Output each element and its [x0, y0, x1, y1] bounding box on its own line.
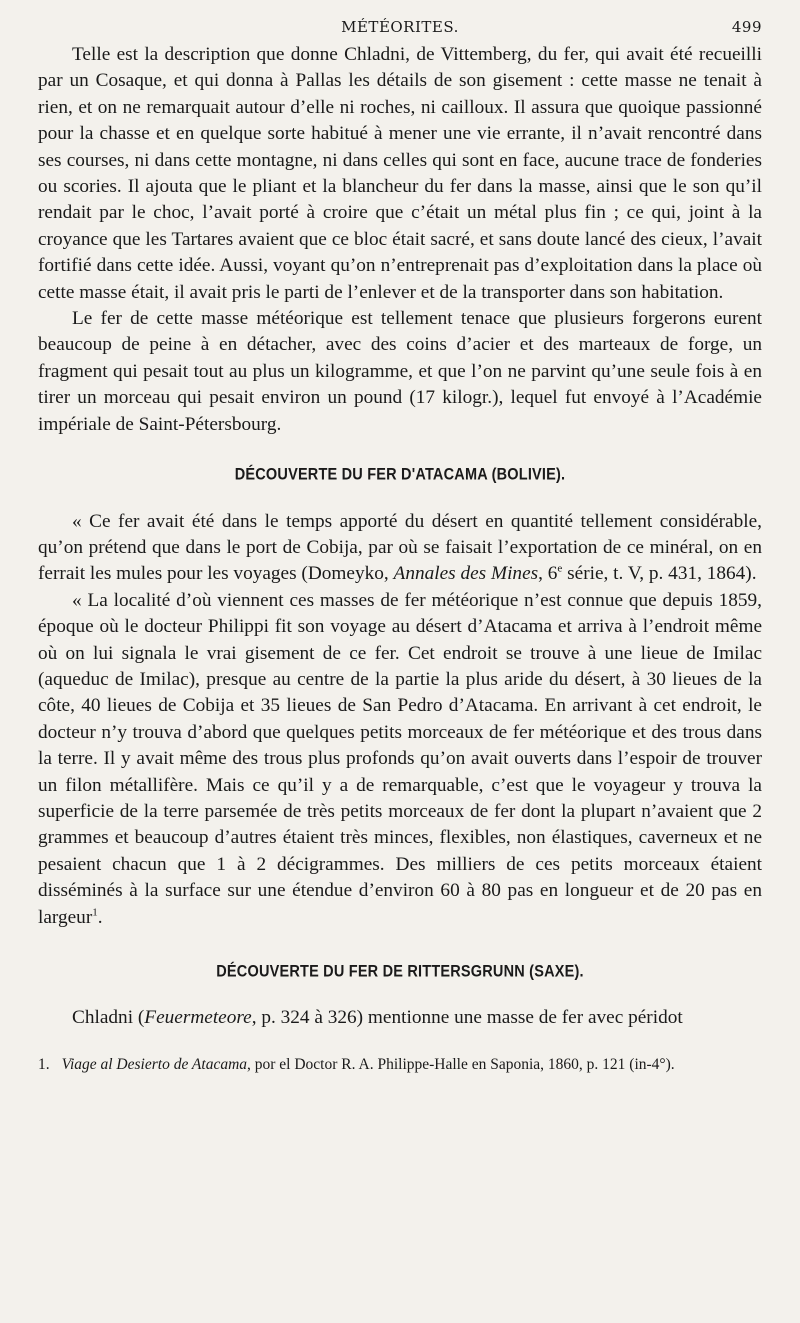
ritter-p1-after: , p. 324 à 326) mentionne une masse de fer avec péridot — [251, 1007, 683, 1029]
footnote-book-title: Viage al Desierto de Atacama — [61, 1055, 248, 1073]
running-head — [38, 18, 762, 42]
atacama-p1-text-mid: , 6 — [538, 563, 558, 585]
paragraph-pallas-description: Telle est la description que donne Chladni, de Vittemberg, du fer, qui avait été recueilli par un Cosaque, et qui donna à Pallas les détails de son gisement : cette masse ne tenait à rien, et on ne remarquait autour d’elle ni roches, ni cailloux. Il assura que quoique passionné pour la chasse et en quelque sorte habitué à mener une vie errante, il n’avait rencontré dans ses courses, ni dans cette montagne, ni dans celles qui sont en face, aucune trace de fonderies ou scories. Il ajouta que le pliant et la blancheur du fer dans la masse, ainsi que le son qu’il rendait par le choc, l’avait porté à croire que c’était un métal plus fin ; ce qui, joint à la croyance que les Tartares avaient que ce bloc était sacré, et sans doute lancé des cieux, l’avait fortifié dans cette idée. Aussi, voyant qu’on n’entreprenait pas d’exploitation dans la place où cette masse était, il avait pris le parti de l’enlever et de la transporter dans son habitation. — [38, 44, 762, 303]
section-heading-rittersgrunn: DÉCOUVERTE DU FER DE RITTERSGRUNN (SAXE). — [216, 962, 584, 982]
footnote-text: , por el Doctor R. A. Philippe-Halle en Saponia, 1860, p. 121 (in-4°). — [247, 1055, 675, 1073]
ritter-p1-before: Chladni ( — [72, 1007, 145, 1029]
atacama-p1-text-before: « Ce fer avait été dans le temps apporté du désert en quantité tellement considérable, qu’on prétend que dans le port de Cobija, par où se faisait l’exportation de ce minéral, on en ferrait les mules pour les voyages (Domeyko, — [38, 510, 762, 585]
page-number: 499 — [731, 18, 762, 36]
footnotes — [38, 1054, 762, 1075]
section-heading-atacama: DÉCOUVERTE DU FER D'ATACAMA (BOLIVIE). — [234, 465, 566, 485]
body-text — [38, 42, 762, 1032]
paragraph-atacama-imilac — [38, 588, 762, 931]
atacama-p1-superscript: e — [557, 562, 563, 575]
footnote-reference[interactable]: 1 — [92, 906, 98, 919]
footnote-1 — [38, 1054, 762, 1075]
atacama-p2-end: . — [97, 906, 103, 928]
atacama-p2-text: « La localité d’où viennent ces masses de fer météorique n’est connue que depuis 1859, époque où le docteur Philippi fit son voyage au désert d’Atacama et arriva à l’endroit même où on lui signala le vrai gisement de ce fer. Cet endroit se trouve à une lieue de Imilac (aqueduc de Imilac), presque au centre de la partie la plus aride du désert, à 30 lieues de la côte, 40 lieues de Cobija et 35 lieues de San Pedro d’Atacama. En arrivant à cet endroit, le docteur n’y trouva d’abord que quelques petits morceaux de fer météorique et des trous dans la terre. Il y avait même des trous plus profonds qu’on avait ouverts dans l’espoir de trouver un filon métallifère. Mais ce qu’il y a de remarquable, c’est que le voyageur y trouva la superficie de la terre parsemée de très petits morceaux de fer dont la plupart n’avaient que 2 grammes et beaucoup d’autres étaient très minces, flexibles, non élastiques, caverneux et ne pesaient chacun que 1 à 2 décigrammes. Des milliers de ces petits morceaux étaient disséminés à la surface sur une étendue d’environ 60 à 80 pas en longueur et de 20 pas en largeur — [38, 589, 762, 928]
paragraph-atacama-cobija — [38, 509, 762, 588]
footnote-mark: 1. — [38, 1055, 50, 1073]
atacama-p1-text-after: série, t. V, p. 431, 1864). — [562, 563, 757, 585]
running-title: MÉTÉORITES. — [341, 18, 459, 36]
paragraph-iron-tenacity: Le fer de cette masse météorique est tellement tenace que plusieurs forgerons eurent beaucoup de peine à en détacher, avec des coins d’acier et des marteaux de forge, un fragment qui pesait tout au plus un kilogramme, et que l’on ne parvint qu’une seule fois à en tirer un morceau qui pesait environ un pound (17 kilogr.), lequel fut envoyé à l’Académie impériale de Saint-Pétersbourg. — [38, 308, 762, 435]
atacama-p1-journal-title: Annales des Mines — [393, 563, 539, 585]
paragraph-rittersgrunn — [38, 1005, 762, 1031]
ritter-p1-book-title: Feuermeteore — [144, 1007, 252, 1029]
